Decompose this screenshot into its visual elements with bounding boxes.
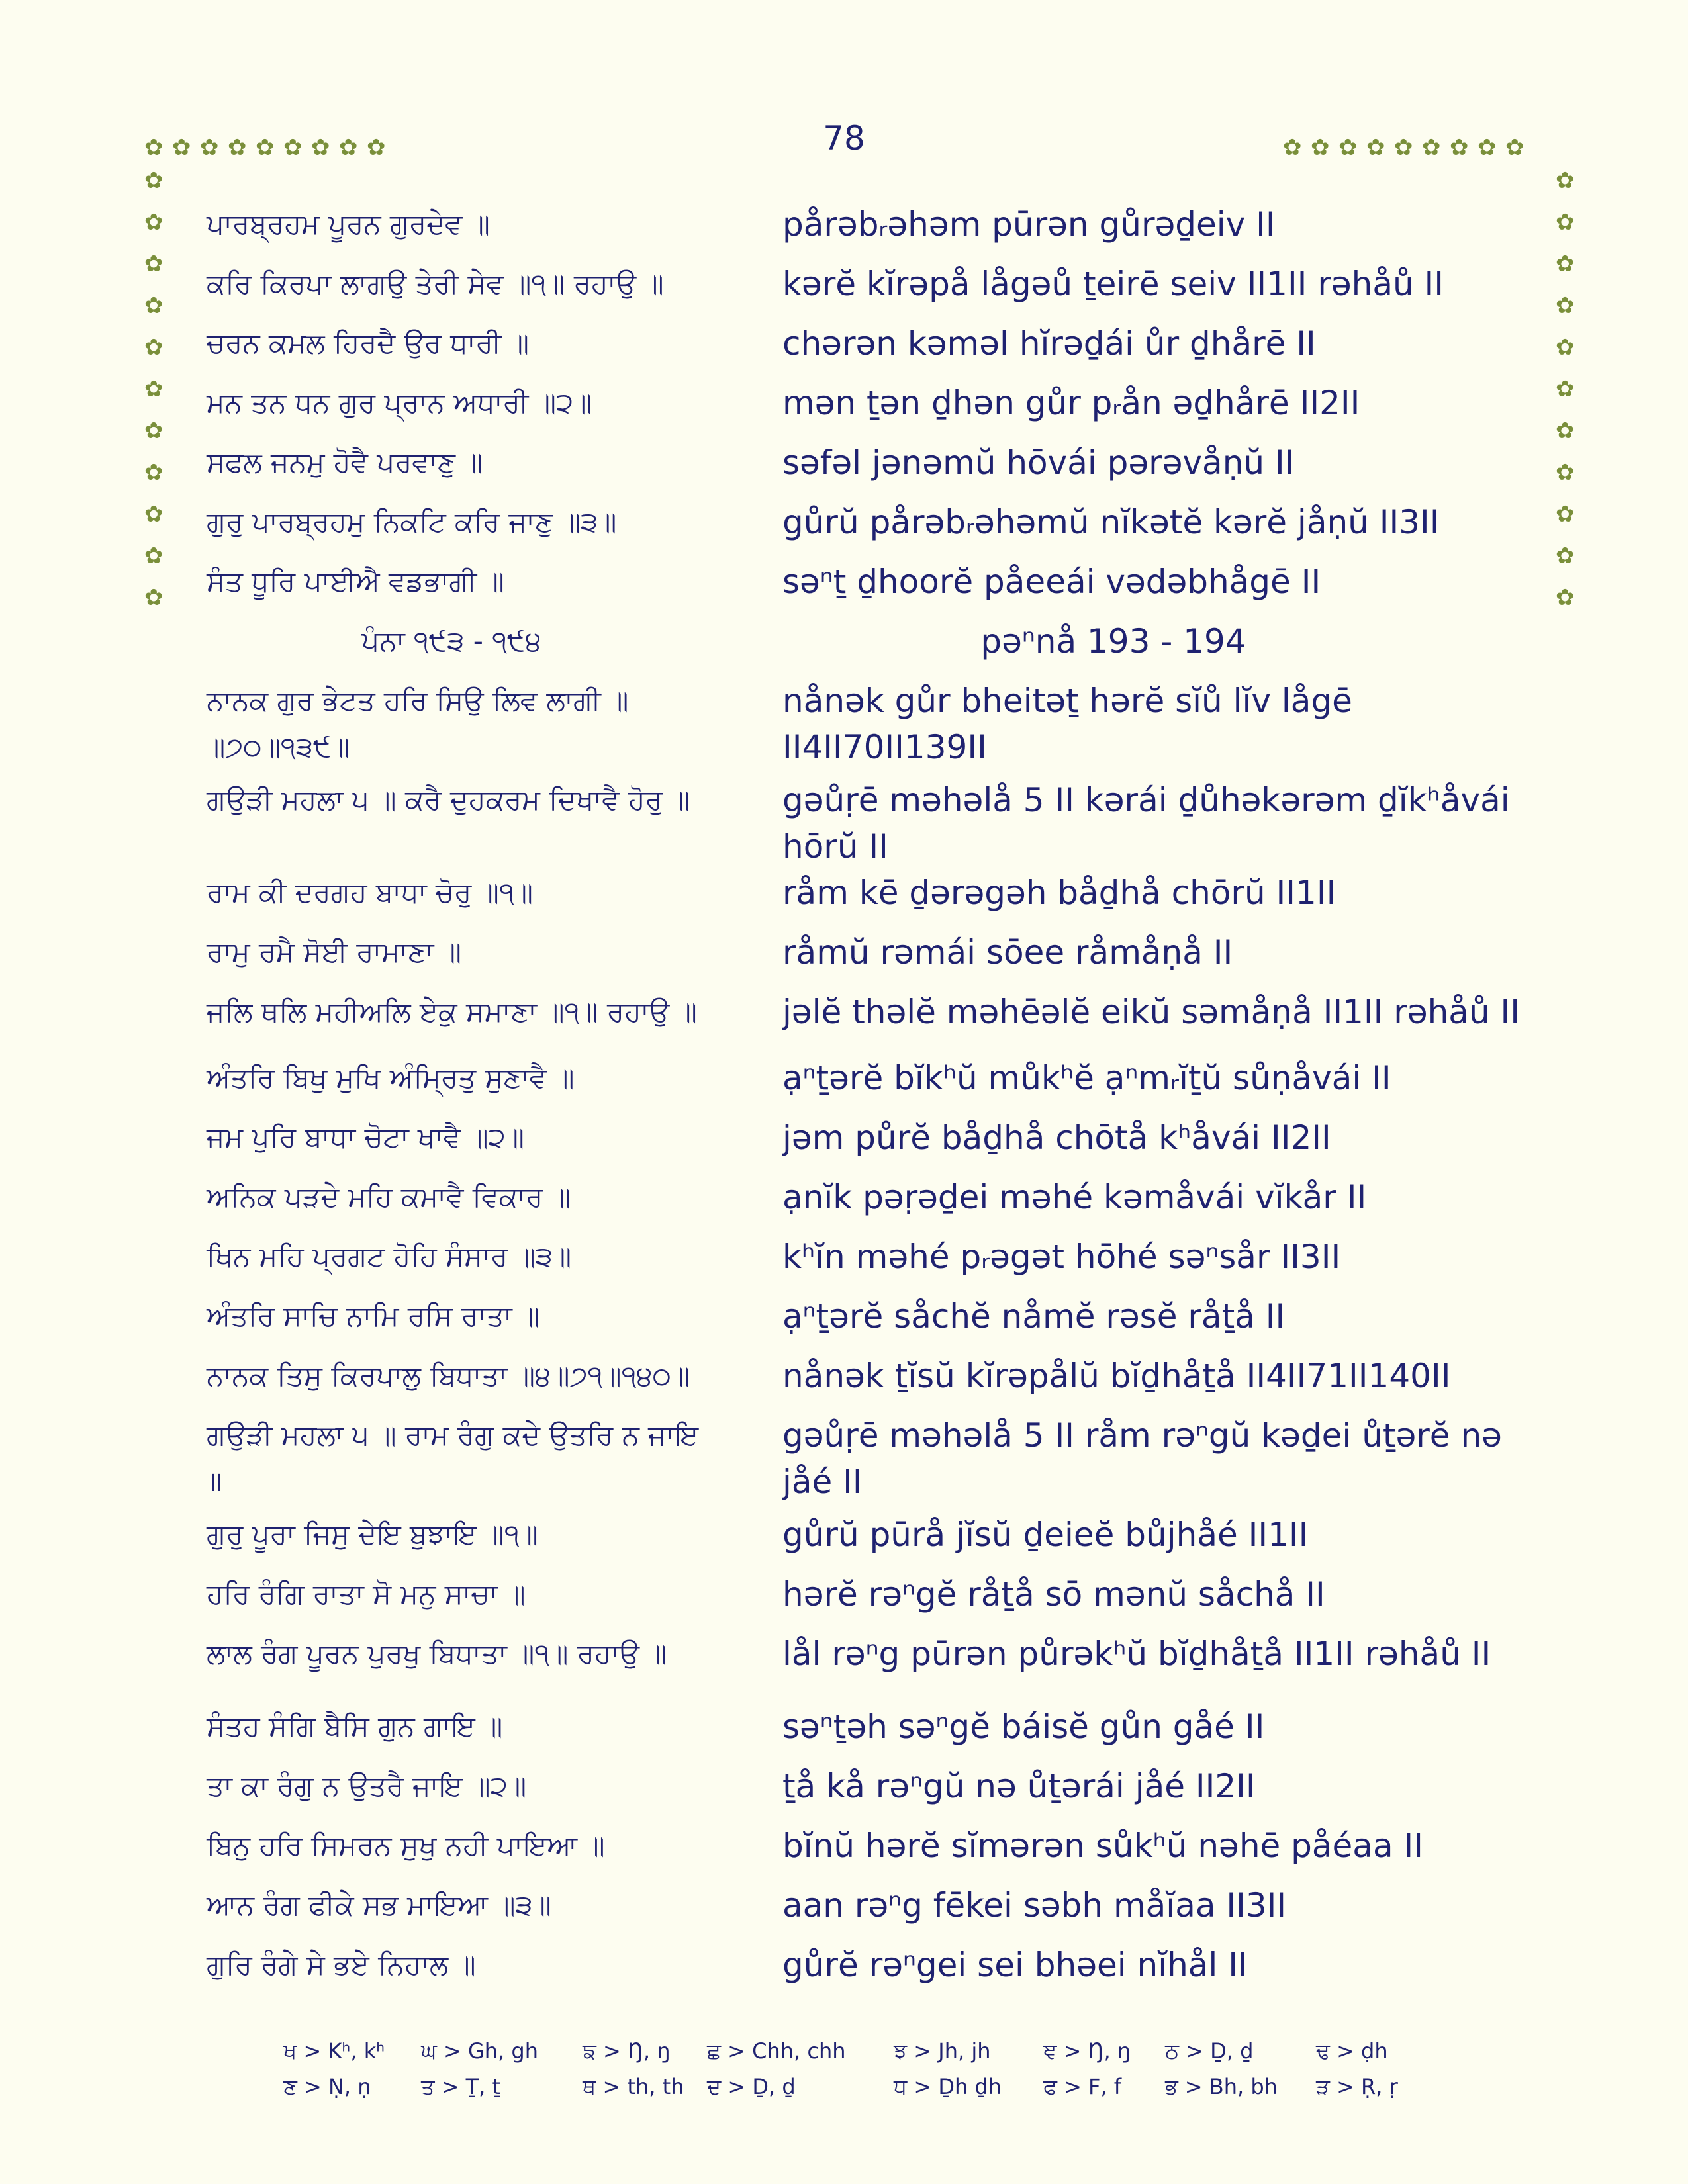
gurmukhi-line: ਸੰਤਹ ਸੰਗਿ ਬੈਸਿ ਗੁਨ ਗਾਇ ॥ [207, 1710, 503, 1743]
transliteration-line: səfəl jənəmŭ hōvái pərəvåṇŭ II [782, 443, 1295, 482]
flower-ornament-icon: ✿ [144, 334, 164, 361]
transliteration-line: aan rəⁿg fēkei səbh måĭaa II3II [782, 1886, 1287, 1925]
flower-ornament-icon: ✿ [144, 376, 164, 402]
gurmukhi-line: ਨਾਨਕ ਗੁਰ ਭੇਟਤ ਹਰਿ ਸਿਉ ਲਿਵ ਲਾਗੀ ॥ [207, 684, 629, 717]
transliteration-line: ạⁿṯərĕ bĭkʰŭ můkʰĕ ạⁿmᵣĭṯŭ sůṇåvái II [782, 1059, 1391, 1097]
transliteration-line: gůrĕ rəⁿgei sei bhəei nĭhål II [782, 1946, 1248, 1984]
gurmukhi-line: ਗਉੜੀ ਮਹਲਾ ੫ ॥ ਰਾਮ ਰੰਗੁ ਕਦੇ ਉਤਰਿ ਨ ਜਾਇ [207, 1419, 699, 1451]
legend-item: ਦ > Ḏ, ḏ [707, 2074, 796, 2099]
legend-item: ਖ > Kʰ, kʰ [283, 2038, 385, 2064]
flower-ornament-icon: ✿ [228, 134, 247, 161]
gurmukhi-line: ਗੁਰੁ ਪਾਰਬ੍ਰਹਮੁ ਨਿਕਟਿ ਕਰਿ ਜਾਣੁ ॥੩॥ [207, 506, 617, 538]
flower-ornament-icon: ✿ [200, 134, 219, 161]
gurmukhi-line: ਲਾਲ ਰੰਗ ਪੂਰਨ ਪੁਰਖੁ ਬਿਧਾਤਾ ॥੧॥ ਰਹਾਉ ॥ [207, 1637, 667, 1670]
flower-ornament-icon: ✿ [1556, 584, 1575, 611]
transliteration-line: gəůṛē məhəlå 5 II råm rəⁿgŭ kəḏei ůṯərĕ nə [782, 1416, 1502, 1455]
flower-ornament-icon: ✿ [256, 134, 275, 161]
gurmukhi-line: ਬਿਨੁ ਹਰਿ ਸਿਮਰਨ ਸੁਖੁ ਨਹੀ ਪਾਇਆ ॥ [207, 1829, 605, 1862]
page-number: 78 [823, 119, 865, 158]
transliteration-line: jəlĕ thəlĕ məhēəlĕ eikŭ səmåṇå II1II rəhåů II [782, 993, 1521, 1031]
transliteration-line: səⁿṯəh səⁿgĕ báisĕ gůn gåé II [782, 1707, 1265, 1746]
flower-ornament-icon: ✿ [144, 209, 164, 236]
flower-ornament-icon: ✿ [1450, 134, 1469, 161]
flower-ornament-icon: ✿ [144, 584, 164, 611]
flower-ornament-icon: ✿ [144, 167, 164, 194]
flower-ornament-icon: ✿ [1311, 134, 1330, 161]
transliteration-line: råm kē ḏərəgəh båḏhå chōrŭ II1II [782, 874, 1336, 912]
transliteration-line: chərən kəməl hĭrəḏái ůr ḏhårē II [782, 324, 1316, 363]
transliteration-line: hərĕ rəⁿgĕ råṯå sō mənŭ såchå II [782, 1575, 1325, 1614]
flower-ornament-icon: ✿ [1556, 376, 1575, 402]
flower-ornament-icon: ✿ [144, 543, 164, 569]
gurmukhi-line-continuation: ॥੭੦॥੧੩੯॥ [207, 731, 350, 763]
gurmukhi-line: ਕਰਿ ਕਿਰਪਾ ਲਾਗਉ ਤੇਰੀ ਸੇਵ ॥੧॥ ਰਹਾਉ ॥ [207, 267, 664, 300]
gurmukhi-line: ਗੁਰੁ ਪੂਰਾ ਜਿਸੁ ਦੇਇ ਬੁਝਾਇ ॥੧॥ [207, 1518, 538, 1551]
gurmukhi-line: ਆਨ ਰੰਗ ਫੀਕੇ ਸਭ ਮਾਇਆ ॥੩॥ [207, 1889, 551, 1921]
gurmukhi-line: ਗੁਰਿ ਰੰਗੇ ਸੇ ਭਏ ਨਿਹਾਲ ॥ [207, 1948, 476, 1981]
legend-item: ਢ > ḍh [1316, 2038, 1388, 2064]
gurmukhi-line: ਅੰਤਰਿ ਸਾਚਿ ਨਾਮਿ ਰਸਿ ਰਾਤਾ ॥ [207, 1300, 540, 1332]
transliteration-line-continuation: jåé II [782, 1463, 863, 1501]
transliteration-line: gəůṛē məhəlå 5 II kərái ḏůhəkərəm ḏĭkʰåvái [782, 781, 1510, 819]
transliteration-line: mən ṯən ḏhən gůr pᵣån əḏhårē II2II [782, 384, 1360, 422]
transliteration-line: nånək gůr bheitəṯ hərĕ sĭů lĭv lågē [782, 682, 1352, 720]
flower-ornament-icon: ✿ [1556, 501, 1575, 527]
flower-ornament-icon: ✿ [144, 134, 164, 161]
legend-item: ਤ > Ṯ, ṯ [421, 2074, 501, 2099]
page-reference-translit: pəⁿnå 193 - 194 [980, 622, 1246, 660]
legend-item: ਝ > Jh, jh [894, 2038, 991, 2064]
transliteration-line-continuation: hōrŭ II [782, 827, 888, 866]
transliteration-line: lål rəⁿg pūrən půrəkʰŭ bĭḏhåṯå II1II rəhåů II [782, 1635, 1491, 1673]
flower-ornament-icon: ✿ [1338, 134, 1358, 161]
flower-ornament-icon: ✿ [144, 293, 164, 319]
flower-ornament-icon: ✿ [283, 134, 303, 161]
gurmukhi-line: ਤਾ ਕਾ ਰੰਗੁ ਨ ਉਤਰੈ ਜਾਇ ॥੨॥ [207, 1770, 527, 1802]
transliteration-line-continuation: II4II70II139II [782, 728, 987, 766]
transliteration-line: ạⁿṯərĕ såchĕ nåmĕ rəsĕ råṯå II [782, 1297, 1286, 1336]
gurmukhi-line-continuation: ॥ [207, 1465, 224, 1498]
legend-item: ਭ > Bh, bh [1165, 2074, 1278, 2099]
transliteration-line: səⁿṯ ḏhoorĕ påeeái vədəbhågē II [782, 563, 1321, 601]
gurmukhi-line: ਖਿਨ ਮਹਿ ਪ੍ਰਗਟ ਹੋਹਿ ਸੰਸਾਰ ॥੩॥ [207, 1240, 572, 1273]
legend-item: ਠ > Ḏ, ḏ [1165, 2038, 1254, 2064]
flower-ornament-icon: ✿ [1477, 134, 1497, 161]
transliteration-line: ṯå kå rəⁿgŭ nə ůṯərái jåé II2II [782, 1767, 1256, 1805]
gurmukhi-line: ਜਮ ਪੁਰਿ ਬਾਧਾ ਚੋਟਾ ਖਾਵੈ ॥੨॥ [207, 1121, 525, 1154]
transliteration-line: jəm půrĕ båḏhå chōtå kʰåvái II2II [782, 1118, 1331, 1157]
flower-ornament-icon: ✿ [1394, 134, 1413, 161]
gurmukhi-line: ਰਾਮੁ ਰਮੈ ਸੋਈ ਰਾਮਾਣਾ ॥ [207, 936, 462, 968]
gurmukhi-line: ਅੰਤਰਿ ਬਿਖੁ ਮੁਖਿ ਅੰਮ੍ਰਿਤੁ ਸੁਣਾਵੈ ॥ [207, 1062, 575, 1094]
gurmukhi-line: ਚਰਨ ਕਮਲ ਹਿਰਦੈ ਉਰ ਧਾਰੀ ॥ [207, 327, 530, 359]
flower-ornament-icon: ✿ [1556, 293, 1575, 319]
transliteration-line: kʰĭn məhé pᵣəgət hōhé səⁿsår II3II [782, 1238, 1341, 1276]
flower-ornament-icon: ✿ [1283, 134, 1302, 161]
transliteration-line: kərĕ kĭrəpå lågəů ṯeirē seiv II1II rəhåů II [782, 265, 1444, 303]
flower-ornament-icon: ✿ [144, 501, 164, 527]
legend-item: ਥ > th, th [583, 2074, 684, 2099]
transliteration-line: ạnĭk pəṛəḏei məhé kəmåvái vĭkår II [782, 1178, 1367, 1216]
legend-item: ਛ > Chh, chh [707, 2038, 846, 2064]
gurmukhi-line: ਰਾਮ ਕੀ ਦਰਗਹ ਬਾਧਾ ਚੋਰੁ ॥੧॥ [207, 876, 534, 909]
page-reference-gurmukhi: ਪੰਨਾ ੧੯੩ - ੧੯੪ [361, 625, 541, 657]
gurmukhi-line: ਮਨ ਤਨ ਧਨ ਗੁਰ ਪ੍ਰਾਨ ਅਧਾਰੀ ॥੨॥ [207, 387, 592, 419]
flower-ornament-icon: ✿ [1505, 134, 1524, 161]
legend-item: ਧ > Ḏh ḏh [894, 2074, 1002, 2099]
flower-ornament-icon: ✿ [367, 134, 386, 161]
transliteration-line: nånək ṯĭsŭ kĭrəpålŭ bĭḏhåṯå II4II71II140II [782, 1357, 1451, 1395]
flower-ornament-icon: ✿ [144, 459, 164, 486]
flower-ornament-icon: ✿ [1556, 418, 1575, 444]
legend-item: ਞ > Ŋ, ŋ [1043, 2038, 1131, 2064]
flower-ornament-icon: ✿ [1556, 334, 1575, 361]
flower-ornament-icon: ✿ [1366, 134, 1385, 161]
transliteration-line: gůrŭ pårəbᵣəhəmŭ nĭkətĕ kərĕ jåṇŭ II3II [782, 503, 1440, 541]
transliteration-line: gůrŭ pūrå jĭsŭ ḏeieĕ bůjhåé II1II [782, 1516, 1309, 1554]
legend-item: ਣ > Ṇ, ṇ [283, 2074, 371, 2099]
transliteration-line: råmŭ rəmái sōee råmåṇå II [782, 933, 1233, 972]
flower-ornament-icon: ✿ [144, 418, 164, 444]
gurmukhi-line: ਜਲਿ ਥਲਿ ਮਹੀਅਲਿ ਏਕੁ ਸਮਾਣਾ ॥੧॥ ਰਹਾਉ ॥ [207, 995, 697, 1028]
flower-ornament-icon: ✿ [1556, 167, 1575, 194]
gurmukhi-line: ਨਾਨਕ ਤਿਸੁ ਕਿਰਪਾਲੁ ਬਿਧਾਤਾ ॥੪॥੭੧॥੧੪੦॥ [207, 1359, 690, 1392]
flower-ornament-icon: ✿ [1556, 251, 1575, 277]
gurmukhi-line: ਪਾਰਬ੍ਰਹਮ ਪੂਰਨ ਗੁਰਦੇਵ ॥ [207, 208, 490, 240]
flower-ornament-icon: ✿ [339, 134, 358, 161]
gurmukhi-line: ਸਫਲ ਜਨਮੁ ਹੋਵੈ ਪਰਵਾਣੁ ॥ [207, 446, 483, 478]
legend-item: ਘ > Gh, gh [421, 2038, 538, 2064]
gurmukhi-line: ਹਰਿ ਰੰਗਿ ਰਾਤਾ ਸੋ ਮਨੁ ਸਾਚਾ ॥ [207, 1578, 526, 1610]
flower-ornament-icon: ✿ [144, 251, 164, 277]
gurmukhi-line: ਅਨਿਕ ਪੜਦੇ ਮਹਿ ਕਮਾਵੈ ਵਿਕਾਰ ॥ [207, 1181, 571, 1213]
transliteration-line: bĭnŭ hərĕ sĭmərən sůkʰŭ nəhē påéaa II [782, 1827, 1423, 1865]
flower-ornament-icon: ✿ [172, 134, 191, 161]
flower-ornament-icon: ✿ [1422, 134, 1441, 161]
gurmukhi-line: ਸੰਤ ਧੂਰਿ ਪਾਈਐ ਵਡਭਾਗੀ ॥ [207, 565, 504, 598]
flower-ornament-icon: ✿ [1556, 209, 1575, 236]
legend-item: ੜ > Ṛ, ṛ [1316, 2074, 1398, 2099]
flower-ornament-icon: ✿ [311, 134, 330, 161]
transliteration-line: pårəbᵣəhəm pūrən gůrəḏeiv II [782, 205, 1276, 244]
legend-item: ਫ > F, f [1043, 2074, 1122, 2099]
legend-item: ਙ > Ŋ, ŋ [583, 2038, 671, 2064]
gurmukhi-line: ਗਉੜੀ ਮਹਲਾ ੫ ॥ ਕਰੈ ਦੁਹਕਰਮ ਦਿਖਾਵੈ ਹੋਰੁ ॥ [207, 784, 690, 816]
flower-ornament-icon: ✿ [1556, 543, 1575, 569]
flower-ornament-icon: ✿ [1556, 459, 1575, 486]
